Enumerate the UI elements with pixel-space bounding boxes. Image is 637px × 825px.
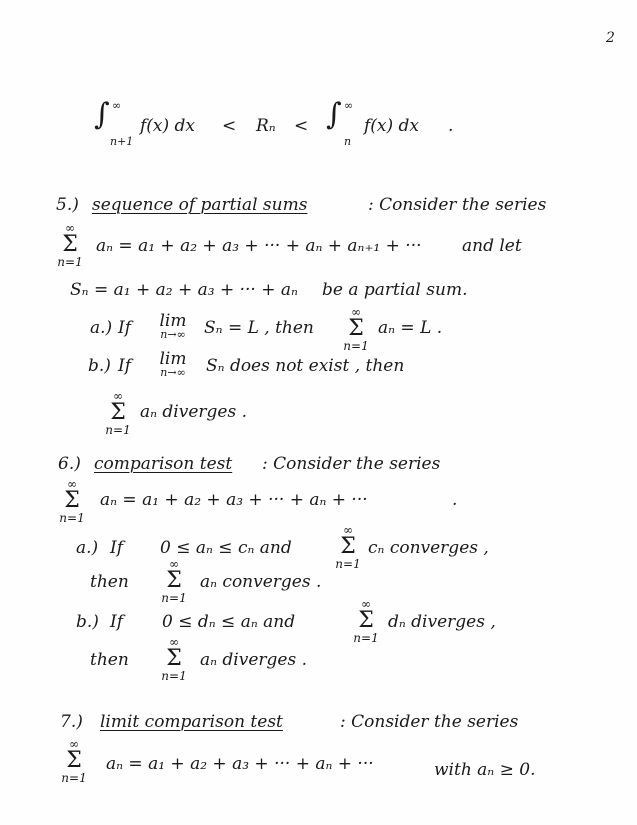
section-7-title: limit comparison test (100, 712, 283, 732)
section-6-b-label: b.) (76, 612, 99, 632)
section-6-a-label: a.) (76, 538, 99, 558)
sum-upper: ∞ (69, 737, 79, 751)
section-6-b-then: then (90, 650, 129, 670)
section-5-partial-sum: Sₙ = a₁ + a₂ + a₃ + ··· + aₙ (70, 280, 298, 300)
sigma-icon: Σ (110, 400, 126, 425)
sum-lower: n=1 (343, 339, 369, 353)
section-5-b-expression: Sₙ does not exist , then (206, 356, 405, 376)
lim-subscript: n→∞ (160, 328, 186, 341)
remainder-term: Rₙ (256, 116, 276, 136)
section-5-series-tail: and let (462, 236, 522, 256)
section-6-number: 6.) (58, 454, 81, 474)
sum-lower: n=1 (57, 255, 83, 269)
section-5-intro: : Consider the series (368, 195, 547, 215)
sigma-icon: Σ (166, 646, 182, 671)
sum-upper: ∞ (169, 557, 179, 571)
integral-1-upper: ∞ (112, 99, 122, 112)
section-6-b-condition: 0 ≤ dₙ ≤ aₙ and (162, 612, 296, 632)
integral-2-upper: ∞ (344, 99, 354, 112)
section-5-a-if: If (118, 318, 132, 338)
section-5-partial-tail: be a partial sum. (322, 280, 468, 300)
section-5-sum (50, 222, 90, 268)
section-5-series: aₙ = a₁ + a₂ + a₃ + ··· + aₙ + aₙ₊₁ + ··· (96, 236, 422, 256)
sum-upper: ∞ (361, 597, 371, 611)
sigma-icon: Σ (166, 568, 182, 593)
sum-lower: n=1 (353, 631, 379, 645)
section-5-a-sum (336, 306, 376, 352)
section-7-series-tail: with aₙ ≥ 0. (434, 760, 536, 780)
section-6-intro: : Consider the series (262, 454, 441, 474)
section-6-b-then-sum (154, 636, 194, 682)
section-6-a-then-sum (154, 558, 194, 604)
section-6-a-sum (328, 524, 368, 570)
section-5-b-label: b.) (88, 356, 111, 376)
section-5-title: sequence of partial sums (92, 195, 308, 215)
sigma-icon: Σ (64, 488, 80, 513)
section-6-sum (52, 478, 92, 524)
integral-1 (94, 97, 134, 148)
sum-upper: ∞ (169, 635, 179, 649)
lim-subscript: n→∞ (160, 366, 186, 379)
section-6-a-condition-tail: cₙ converges , (368, 538, 489, 558)
less-than-1: < (222, 116, 237, 136)
sum-upper: ∞ (65, 221, 75, 235)
section-6-a-result: aₙ converges . (200, 572, 322, 592)
sum-upper: ∞ (67, 477, 77, 491)
section-6-b-sum (346, 598, 386, 644)
section-5-b-limit (150, 349, 196, 380)
lim-text: lim (159, 349, 187, 369)
section-5-a-label: a.) (90, 318, 113, 338)
page-number: 2 (606, 30, 615, 46)
section-6-b-result: aₙ diverges . (200, 650, 308, 670)
integral-1-body: f(x) dx (140, 116, 196, 136)
section-5-a-expression: Sₙ = L , then (204, 318, 314, 338)
section-6-series-tail: . (452, 490, 458, 510)
integral-1-lower: n+1 (110, 135, 134, 148)
section-5-b-if: If (118, 356, 132, 376)
section-5-b-result: aₙ diverges . (140, 402, 248, 422)
section-6-a-if: If (110, 538, 124, 558)
sum-lower: n=1 (161, 669, 187, 683)
integral-sign-icon: ∫ (326, 97, 342, 132)
integral-sign-icon: ∫ (94, 97, 110, 132)
integral-period: . (448, 116, 454, 136)
section-6-series: aₙ = a₁ + a₂ + a₃ + ··· + aₙ + ··· (100, 490, 368, 510)
sum-lower: n=1 (105, 423, 131, 437)
section-6-title: comparison test (94, 454, 233, 474)
section-6-a-condition: 0 ≤ aₙ ≤ cₙ and (160, 538, 292, 558)
sigma-icon: Σ (340, 534, 356, 559)
sigma-icon: Σ (66, 748, 82, 773)
integral-2-body: f(x) dx (364, 116, 420, 136)
integral-2 (326, 97, 354, 148)
section-7-number: 7.) (60, 712, 83, 732)
lim-text: lim (159, 311, 187, 331)
section-7-series: aₙ = a₁ + a₂ + a₃ + ··· + aₙ + ··· (106, 754, 374, 774)
section-5-a-result: aₙ = L . (378, 318, 443, 338)
section-5-a-limit (150, 311, 196, 342)
sigma-icon: Σ (62, 232, 78, 257)
sigma-icon: Σ (348, 316, 364, 341)
section-6-a-then: then (90, 572, 129, 592)
sum-lower: n=1 (161, 591, 187, 605)
less-than-2: < (294, 116, 309, 136)
sum-upper: ∞ (113, 389, 123, 403)
sum-lower: n=1 (335, 557, 361, 571)
section-5-b-sum (98, 390, 138, 436)
section-7-sum (54, 738, 94, 784)
sum-upper: ∞ (351, 305, 361, 319)
sigma-icon: Σ (358, 608, 374, 633)
section-6-b-if: If (110, 612, 124, 632)
section-7-intro: : Consider the series (340, 712, 519, 732)
sum-lower: n=1 (59, 511, 85, 525)
section-6-b-condition-tail: dₙ diverges , (388, 612, 496, 632)
section-5-number: 5.) (56, 195, 79, 215)
sum-upper: ∞ (343, 523, 353, 537)
integral-2-lower: n (344, 135, 352, 148)
sum-lower: n=1 (61, 771, 87, 785)
